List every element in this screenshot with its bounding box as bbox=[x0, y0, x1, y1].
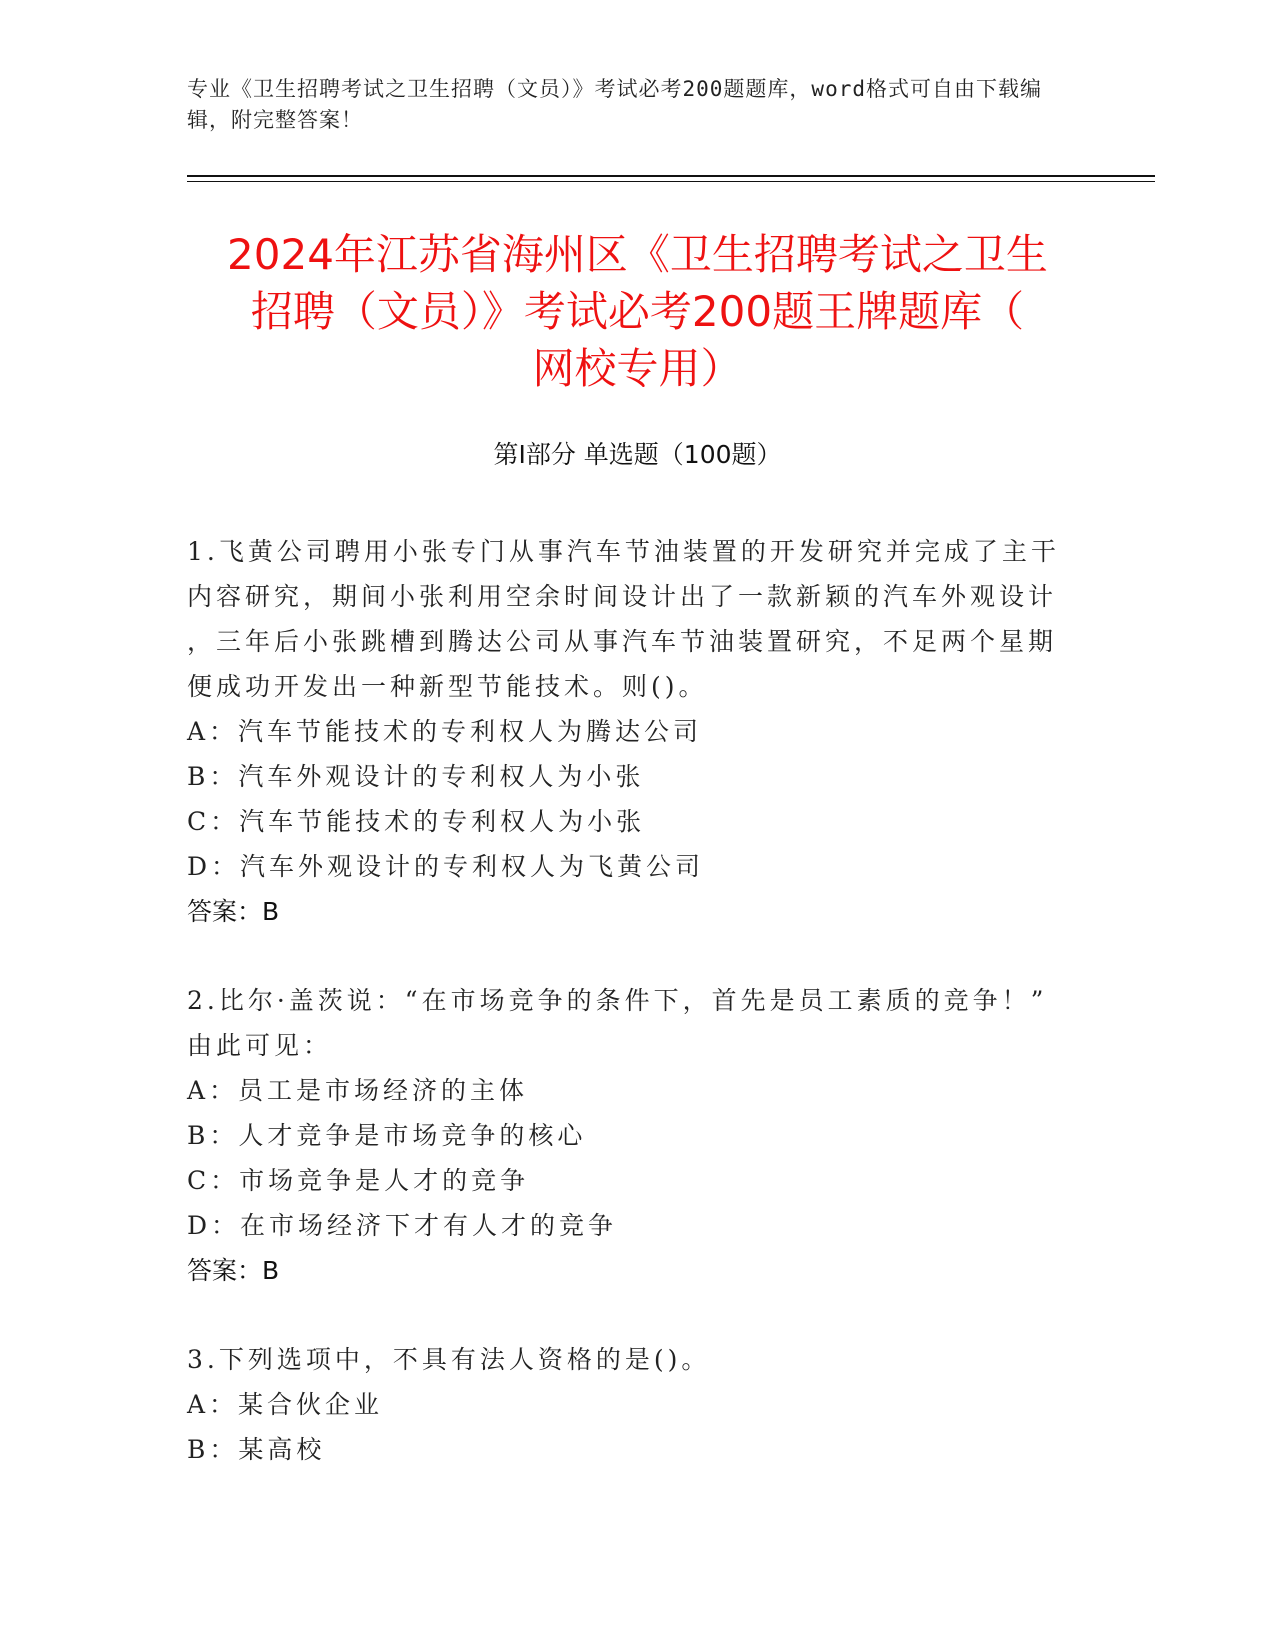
option-b: B：汽车外观设计的专利权人为小张 bbox=[187, 762, 645, 791]
option-a: A：某合伙企业 bbox=[187, 1390, 384, 1419]
title-line: 网校专用） bbox=[532, 344, 743, 393]
section-heading: 第Ⅰ部分 单选题（100题） bbox=[493, 440, 782, 469]
document-title bbox=[150, 226, 1125, 397]
answer: 答案：B bbox=[187, 1256, 280, 1285]
stem-line: 便成功开发出一种新型节能技术。则()。 bbox=[187, 672, 708, 701]
question-stem bbox=[187, 1337, 1067, 1382]
answer: 答案：B bbox=[187, 897, 280, 926]
question-list bbox=[187, 529, 1067, 1516]
option-a: A：员工是市场经济的主体 bbox=[187, 1076, 529, 1105]
title-line: 2024年江苏省海州区《卫生招聘考试之卫生 bbox=[227, 230, 1048, 279]
option-c: C：市场竞争是人才的竞争 bbox=[187, 1166, 530, 1195]
stem-line: 3.下列选项中，不具有法人资格的是()。 bbox=[187, 1345, 711, 1374]
question-stem bbox=[187, 529, 1067, 709]
option-d: D：汽车外观设计的专利权人为飞黄公司 bbox=[187, 852, 705, 881]
title-line: 招聘（文员）》考试必考200题王牌题库（ bbox=[250, 287, 1025, 336]
stem-line: 内容研究，期间小张利用空余时间设计出了一款新颖的汽车外观设计 bbox=[187, 582, 1058, 611]
header-divider-thick bbox=[187, 175, 1155, 177]
stem-line: 由此可见： bbox=[187, 1031, 333, 1060]
option-c: C：汽车节能技术的专利权人为小张 bbox=[187, 807, 646, 836]
stem-line: 1.飞黄公司聘用小张专门从事汽车节油装置的开发研究并完成了主干 bbox=[187, 537, 1060, 566]
option-b: B：人才竞争是市场竞争的核心 bbox=[187, 1121, 587, 1150]
stem-line: ，三年后小张跳槽到腾达公司从事汽车节油装置研究，不足两个星期 bbox=[187, 627, 1058, 656]
question-1 bbox=[187, 529, 1067, 934]
header-note: 专业《卫生招聘考试之卫生招聘（文员）》考试必考200题题库，word格式可自由下载编辑，附完整答案！ bbox=[187, 77, 1042, 132]
question-stem bbox=[187, 978, 1067, 1068]
option-d: D：在市场经济下才有人才的竞争 bbox=[187, 1211, 618, 1240]
stem-line: 2.比尔·盖茨说：“在市场竞争的条件下，首先是员工素质的竞争！” bbox=[187, 986, 1048, 1015]
option-b: B：某高校 bbox=[187, 1435, 326, 1464]
question-3 bbox=[187, 1337, 1067, 1472]
question-2 bbox=[187, 978, 1067, 1293]
option-a: A：汽车节能技术的专利权人为腾达公司 bbox=[187, 717, 703, 746]
header-divider-thin bbox=[187, 181, 1155, 182]
